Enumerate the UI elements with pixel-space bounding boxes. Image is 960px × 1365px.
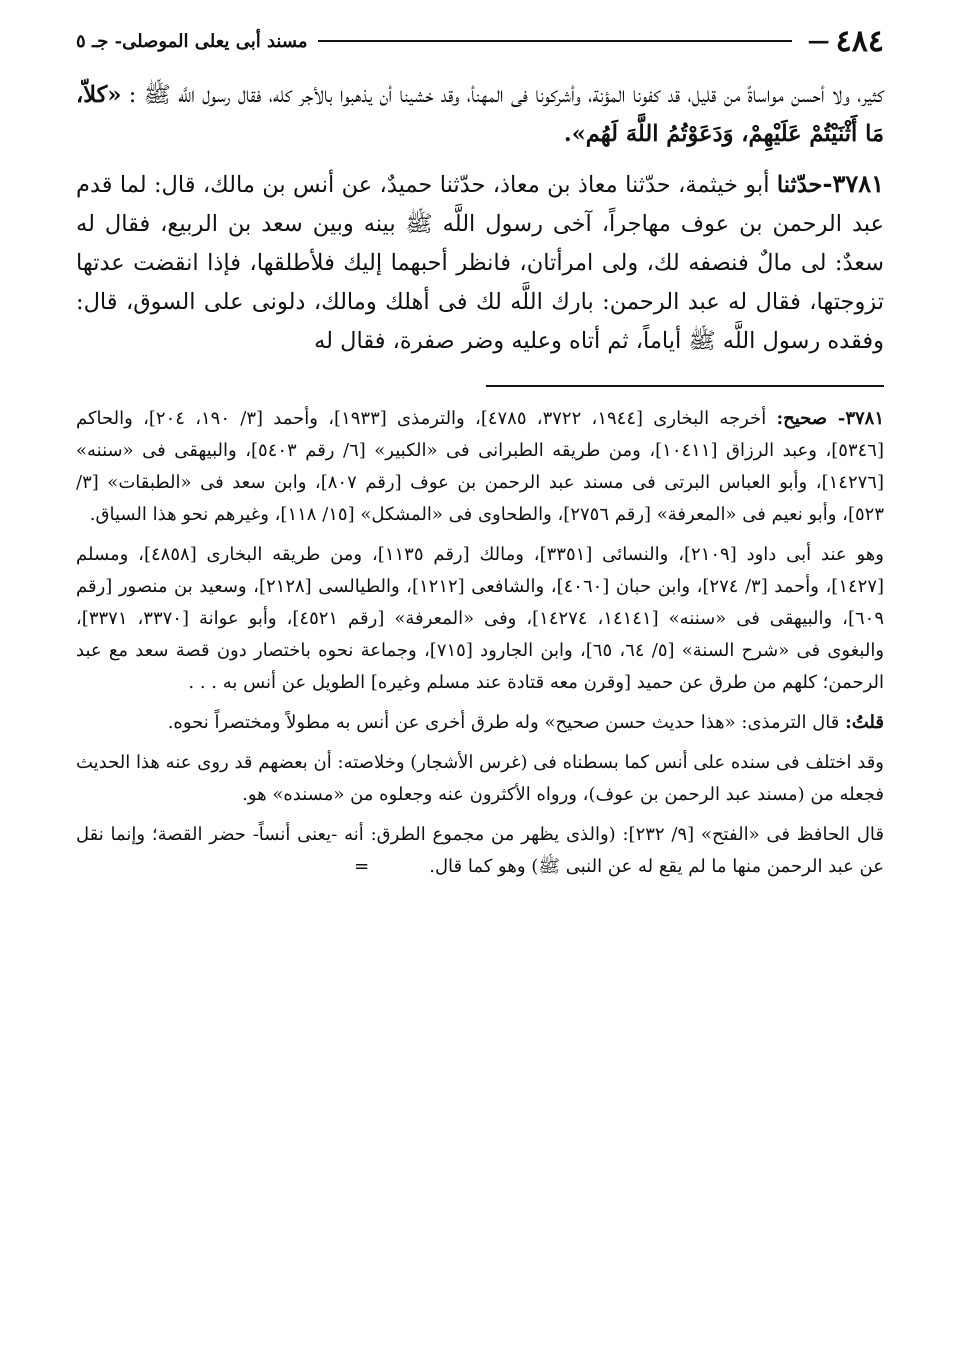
footnote-separator <box>486 385 884 387</box>
prophet-quote: «كلاّ، مَا أَثْنَيْتُمْ عَلَيْهِمْ، وَدَعَوْتُمُ اللَّهَ لَهُم». <box>76 82 884 147</box>
page <box>76 18 884 883</box>
qultu-label: قلتُ: <box>845 712 884 733</box>
main-p1-text: كثير، ولا أحسن مواساةً من قليل، قد كفونا المؤنة، وأشركونا فى المهنأ، وقد خشينا أن يذهبوا بالأجر كله، فقال رسول اللَّه ﷺ : <box>128 82 884 108</box>
footnote-1 <box>76 403 884 531</box>
footnote-1-text: أخرجه البخارى [١٩٤٤، ٣٧٢٢، ٤٧٨٥]، والترمذى [١٩٣٣]، وأحمد [٣/ ١٩٠، ٢٠٤]، والحاكم [٥٣٤٦]، وعبد الرزاق [١٠٤١١]، ومن طريقه الطبرانى فى «الكبير» [٦/ رقم ٥٤٠٣]، والبيهقى فى «سننه» [١٤٢٧٦]، وأبو العباس البرتى فى مسند عبد الرحمن بن عوف [رقم ٨٠٧]، وابن سعد فى «الطبقات» [٣/ ٥٢٣]، وأبو نعيم فى «المعرفة» [رقم ٢٧٥٦]، والطحاوى فى «المشكل» [١٥/ ١١٨]، وغيرهم نحو هذا السياق. <box>76 408 884 525</box>
header-dash: — <box>807 28 830 54</box>
hadith-number: ٣٧٨١- <box>822 169 885 198</box>
header-rule <box>318 40 792 42</box>
footnote-5-text: قال الحافظ فى «الفتح» [٩/ ٢٣٢]: (والذى يظهر من مجموع الطرق: أنه -يعنى أنساً- حضر القصة؛ وإنما نقل عن عبد الرحمن منها ما لم يقع له عن النبى ﷺ) وهو كما قال. <box>76 824 884 877</box>
footnotes <box>76 403 884 883</box>
page-number: ٤٨٤ <box>835 23 884 59</box>
footnote-5 <box>76 819 884 883</box>
footnote-3-text: قال الترمذى: «هذا حديث حسن صحيح» وله طرق أخرى عن أنس به مطولاً ومختصراً نحوه. <box>167 712 840 733</box>
page-header <box>76 18 884 64</box>
footnote-label: ٣٧٨١- صحيح: <box>776 408 885 429</box>
main-paragraph-1 <box>76 76 884 154</box>
footnote-3 <box>76 707 884 739</box>
main-text <box>76 76 884 361</box>
continuation-mark: = <box>354 856 370 877</box>
main-paragraph-2 <box>76 164 884 361</box>
book-title: مسند أبى يعلى الموصلى- جـ ٥ <box>76 30 308 52</box>
hadith-opening: حدّثنا <box>776 172 823 198</box>
footnote-2: وهو عند أبى داود [٢١٠٩]، والنسائى [٣٣٥١]، ومالك [رقم ١١٣٥]، ومن طريقه البخارى [٤٨٥٨]، ومسلم [١٤٢٧]، وأحمد [٣/ ٢٧٤]، وابن حبان [٤٠٦٠]، والشافعى [١٢١٢]، والطيالسى [٢١٢٨]، وسعيد بن منصور [رقم ٦٠٩]، والبيهقى فى «سننه» [١٤١٤١، ١٤٢٧٤]، وفى «المعرفة» [رقم ٤٥٢١]، وأبو عوانة [٣٣٧٠، ٣٣٧١]، والبغوى فى «شرح السنة» [٥/ ٦٤، ٦٥]، وابن الجارود [٧١٥]، وجماعة نحوه باختصار دون قصة سعد مع عبد الرحمن؛ كلهم من طرق عن حميد [وقرن معه قتادة عند مسلم وغيره] الطويل عن أنس به . . . <box>76 544 885 693</box>
footnote-4: وقد اختلف فى سنده على أنس كما بسطناه فى (غرس الأشجار) وخلاصته: أن بعضهم قد روى عنه هذا الحديث فجعله من (مسند عبد الرحمن بن عوف)، ورواه الأكثرون عنه وجعلوه من «مسنده» هو. <box>76 752 884 805</box>
main-p2-text: أبو خيثمة، حدّثنا معاذ بن معاذ، حدّثنا حميدٌ، عن أنس بن مالك، قال: لما قدم عبد الرحمن بن عوف مهاجراً، آخى رسول اللَّه ﷺ بينه وبين سعد بن الربيع، فقال له سعدٌ: لى مالٌ فنصفه لك، ولى امرأتان، فانظر أحبهما إليك فلأطلقها، فإذا انقضت عدتها تزوجتها، فقال له عبد الرحمن: بارك اللَّه لك فى أهلك ومالك، دلونى على السوق، قال: وفقده رسول اللَّه ﷺ أياماً، ثم أتاه وعليه وضر صفرة، فقال له <box>76 172 884 354</box>
